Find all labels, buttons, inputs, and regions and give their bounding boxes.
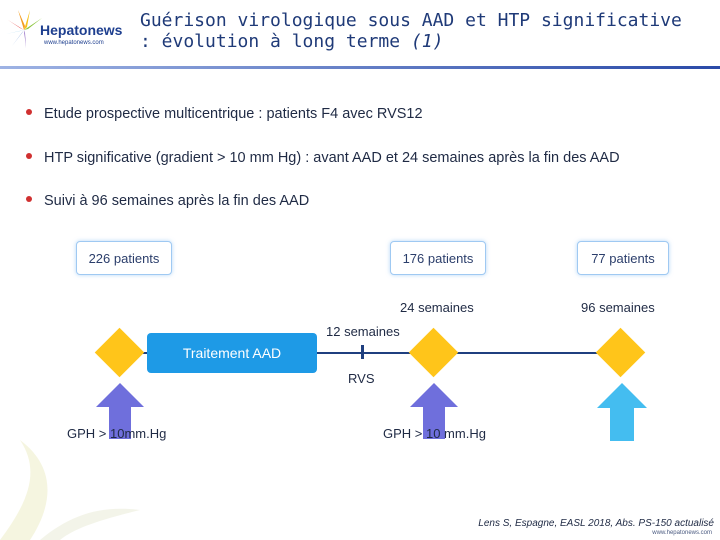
label-gph-baseline: GPH > 10mm.Hg: [67, 426, 167, 441]
logo-wordmark: Hepatonews: [40, 22, 123, 38]
bullet-text: HTP significative (gradient > 10 mm Hg) : avant AAD et 24 semaines après la fin des AAD: [44, 150, 620, 166]
bullet-text: Suivi à 96 semaines après la fin des AAD: [44, 193, 310, 209]
up-arrow-icon: [597, 383, 647, 441]
timeline-tick-12w: [361, 345, 364, 359]
title-reference: (1): [410, 31, 444, 52]
label-96-weeks: 96 semaines: [581, 300, 655, 315]
label-12-weeks: 12 semaines: [326, 324, 400, 339]
bullet-dot-icon: [26, 196, 32, 202]
diamond-marker-24w: [409, 328, 458, 377]
diamond-marker-96w: [596, 328, 645, 377]
title-divider: [0, 66, 720, 69]
patients-176-box: 176 patients: [390, 241, 486, 275]
bullet-dot-icon: [26, 109, 32, 115]
starburst-icon: [6, 10, 42, 48]
bullet-dot-icon: [26, 153, 32, 159]
bullet-text: Etude prospective multicentrique : patients F4 avec RVS12: [44, 106, 423, 122]
footer-url: www.hepatonews.com: [652, 530, 712, 536]
patients-226-box: 226 patients: [76, 241, 172, 275]
label-24-weeks: 24 semaines: [400, 300, 474, 315]
label-gph-24w: GPH > 10 mm.Hg: [383, 426, 486, 441]
diamond-marker-baseline: [95, 328, 144, 377]
patients-77-box: 77 patients: [577, 241, 669, 275]
logo-url: www.hepatonews.com: [44, 40, 104, 46]
decorative-swoosh: [0, 440, 140, 540]
slide-title: [140, 10, 700, 52]
title-main: Guérison virologique sous AAD et HTP significative : évolution à long terme: [140, 10, 682, 52]
bullet-item: [26, 106, 423, 122]
treatment-aad-box: Traitement AAD: [147, 333, 317, 373]
source-citation: Lens S, Espagne, EASL 2018, Abs. PS-150 actualisé: [478, 518, 714, 529]
label-rvs: RVS: [348, 371, 375, 386]
bullet-item: [26, 193, 309, 209]
bullet-item: [26, 150, 620, 166]
